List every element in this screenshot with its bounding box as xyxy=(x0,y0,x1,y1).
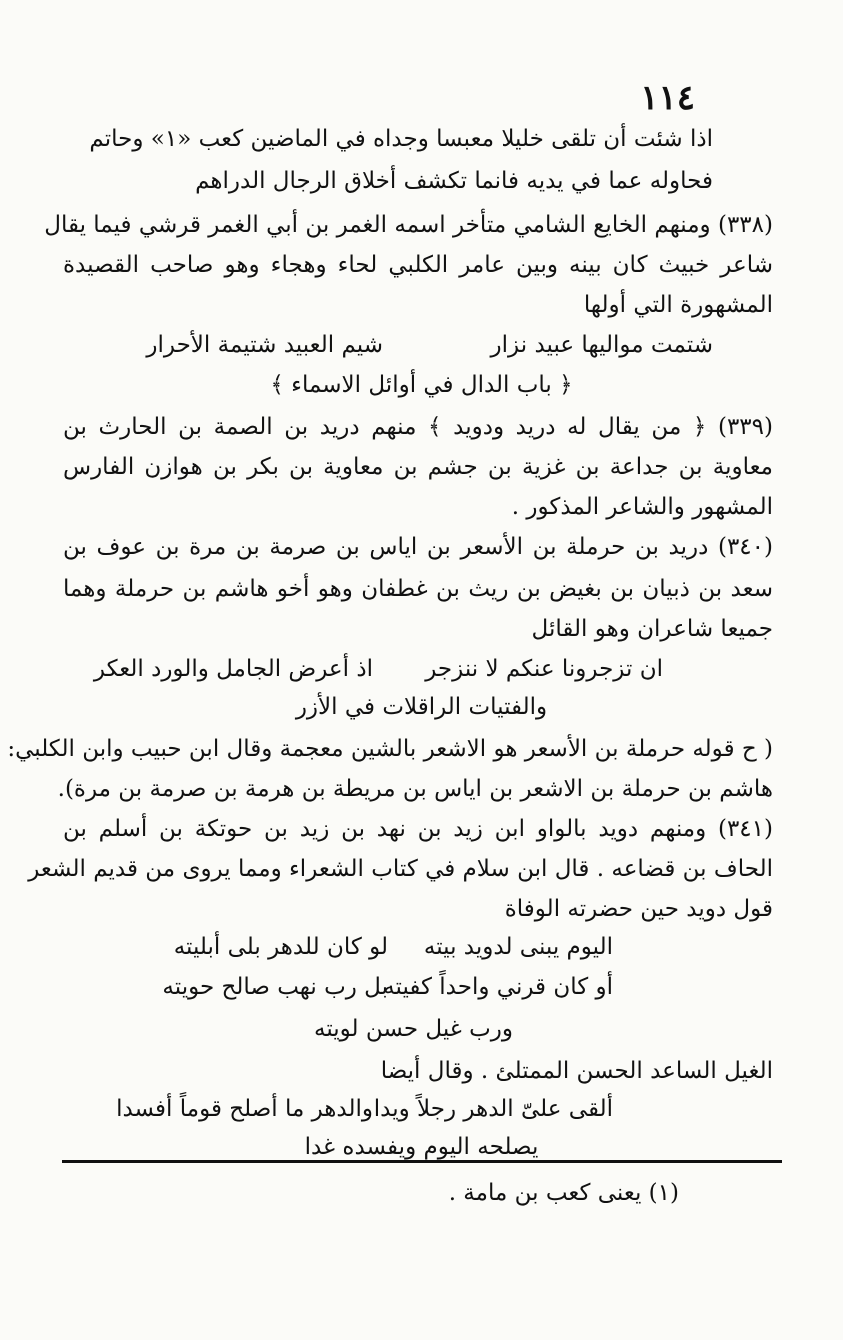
text-line: المشهورة التي أولها xyxy=(583,292,773,318)
text-line: شاعر خبيث كان بينه وبين عامر الكلبي لحاء وهجاء وهو صاحب القصيدة xyxy=(63,252,773,278)
text-line: الغيل الساعد الحسن الممتلئ . وقال أيضا xyxy=(380,1058,773,1084)
verse-hemistich: ورب غيل حسن لويته xyxy=(314,1016,513,1042)
text-line: سعد بن ذبيان بن بغيض بن ريث بن غطفان وهو أخو هاشم بن حرملة وهما xyxy=(63,576,773,602)
verse-hemistich: بل رب نهب صالح حويته xyxy=(162,974,388,1000)
text-line: فحاوله عما في يديه فانما تكشف أخلاق الرجال الدراهم xyxy=(195,168,713,194)
verse-hemistich: شتمت مواليها عبيد نزار xyxy=(490,332,713,358)
text-line: هاشم بن حرملة بن الاشعر بن اياس بن مريطة بن هرمة بن صرمة بن مرة). xyxy=(57,776,773,802)
verse-hemistich: ألقى علىّ الدهر رجلاً ويدا xyxy=(373,1096,613,1122)
verse-hemistich: شيم العبيد شتيمة الأحرار xyxy=(146,332,383,358)
verse-line xyxy=(174,930,613,964)
verse-line xyxy=(162,970,613,1004)
text-line: اذا شئت أن تلقى خليلا معبسا وجداه في الماضين كعب «١» وحاتم xyxy=(89,126,713,152)
section-heading: ﴿ باب الدال في أوائل الاسماء ﴾ xyxy=(270,372,573,398)
text-line: ( ح قوله حرملة بن الأسعر هو الاشعر بالشين معجمة وقال ابن حبيب وابن الكلبي: xyxy=(7,736,773,762)
verse-hemistich: لو كان للدهر بلى أبليته xyxy=(173,934,388,960)
footnote: (١) يعنى كعب بن مامة . xyxy=(448,1180,679,1206)
verse-hemistich: والدهر ما أصلح قوماً أفسدا xyxy=(116,1096,373,1122)
text-line: (٣٤٠) دريد بن حرملة بن الأسعر بن اياس بن صرمة بن مرة بن عوف بن xyxy=(63,534,773,560)
text-line: جميعا شاعران وهو القائل xyxy=(531,616,773,642)
verse-hemistich: اليوم يبنى لدويد بيته xyxy=(423,934,613,960)
verse-hemistich: اذ أعرض الجامل والورد العكر xyxy=(93,656,373,682)
text-line: الحاف بن قضاعه . قال ابن سلام في كتاب الشعراء ومما يروى من قديم الشعر xyxy=(28,856,773,882)
verse-hemistich: ان تزجرونا عنكم لا ننزجر xyxy=(425,656,663,682)
text-line: المشهور والشاعر المذكور . xyxy=(511,494,773,520)
text-line: (٣٣٩) ﴿ من يقال له دريد ودويد ﴾ منهم دريد بن الصمة بن الحارث بن xyxy=(63,414,773,440)
text-line: معاوية بن جداعة بن غزية بن جشم بن معاوية بن بكر بن هوازن الفارس xyxy=(63,454,773,480)
verse-line xyxy=(116,1092,613,1126)
verse-line xyxy=(94,652,663,686)
verse-line xyxy=(146,328,713,362)
verse-hemistich: أو كان قرني واحداً كفيته xyxy=(383,974,613,1000)
text-line: قول دويد حين حضرته الوفاة xyxy=(504,896,773,922)
page-number: ١١٤ xyxy=(640,78,695,118)
verse-line xyxy=(314,1012,513,1046)
verse-line: يصلحه اليوم ويفسده غدا xyxy=(304,1134,539,1160)
footnote-rule xyxy=(62,1160,782,1163)
text-line: (٣٣٨) ومنهم الخايع الشامي متأخر اسمه الغمر بن أبي الغمر قرشي فيما يقال xyxy=(44,212,773,238)
verse-line: والفتيات الراقلات في الأزر xyxy=(295,694,548,720)
text-line: (٣٤١) ومنهم دويد بالواو ابن زيد بن نهد بن زيد بن حوتكة بن أسلم بن xyxy=(63,816,773,842)
